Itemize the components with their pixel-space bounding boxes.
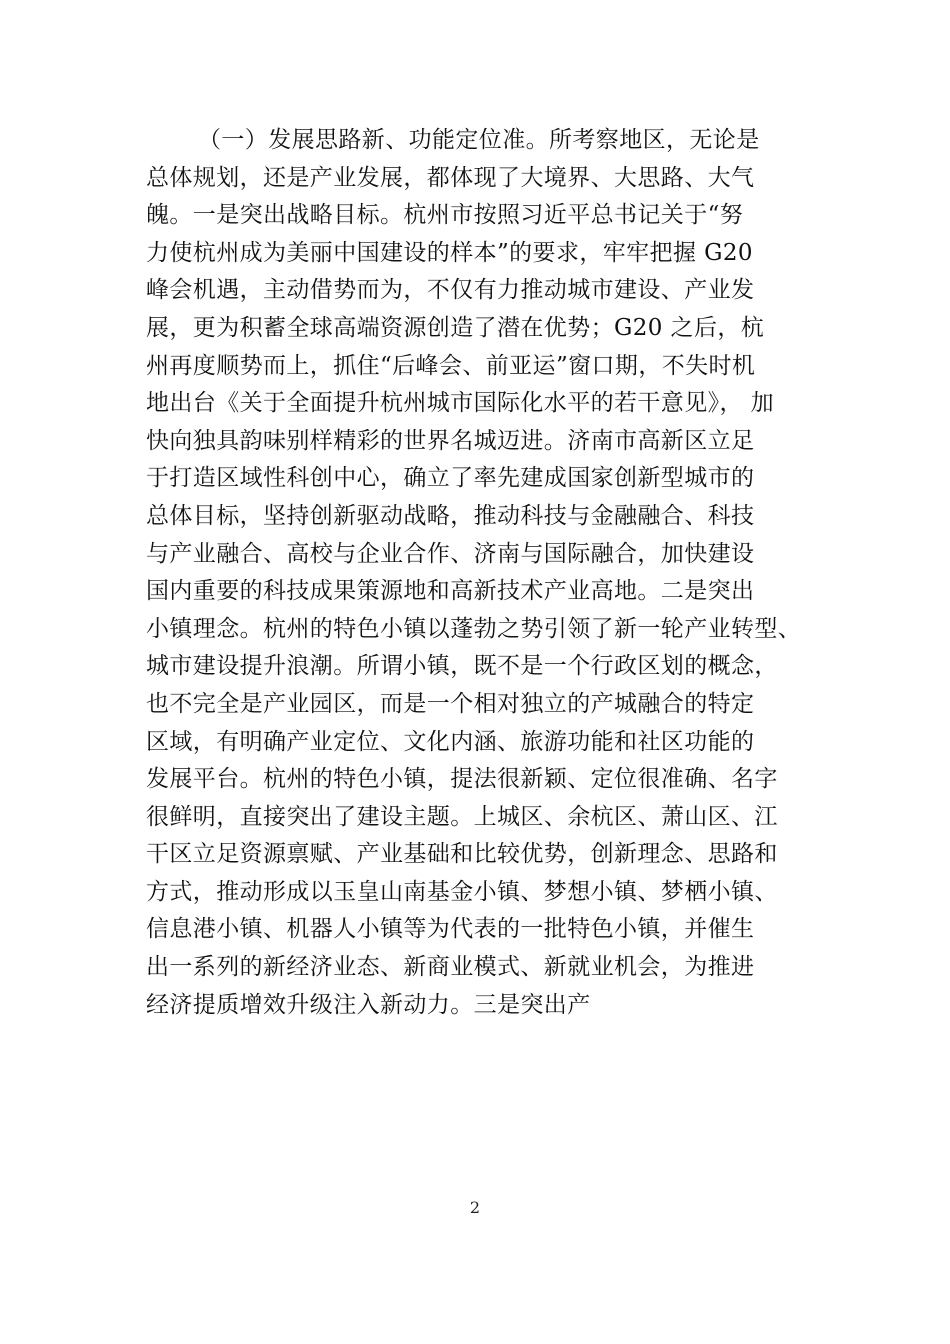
text-line: 很鲜明，直接突出了建设主题。上城区、余杭区、萧山区、江 [146,803,778,830]
text-line: 出一系列的新经济业态、新商业模式、新就业机会，为推进 [146,954,755,981]
text-line: 经济提质增效升级注入新动力。三是突出产 [146,991,591,1018]
text-line: 小镇理念。杭州的特色小镇以蓬勃之势引领了新一轮产业转型、 [146,615,802,642]
text-line: 方式，推动形成以玉皇山南基金小镇、梦想小镇、梦栖小镇、 [146,878,778,905]
text-line: 干区立足资源禀赋、产业基础和比较优势，创新理念、思路和 [146,841,778,868]
text-line: 峰会机遇，主动借势而为，不仅有力推动城市建设、产业发 [146,277,755,304]
text-line: 也不完全是产业园区，而是一个相对独立的产城融合的特定 [146,690,755,717]
page-number: 2 [469,1198,481,1217]
text-line: 于打造区域性科创中心，确立了率先建成国家创新型城市的 [146,465,755,492]
text-line: 国内重要的科技成果策源地和高新技术产业高地。二是突出 [146,578,755,605]
text-line: 与产业融合、高校与企业合作、济南与国际融合，加快建设 [146,540,755,567]
text-line: 发展平台。杭州的特色小镇，提法很新颖、定位很准确、名字 [146,766,778,793]
body-paragraph [146,122,836,1024]
text-line: 州再度顺势而上，抓住“后峰会、前亚运”窗口期，不失时机 [146,352,756,379]
text-line: （一）发展思路新、功能定位准。所考察地区，无论是 [198,127,760,153]
text-line: 总体目标，坚持创新驱动战略，推动科技与金融融合、科技 [146,502,755,529]
text-line: 展，更为积蓄全球高端资源创造了潜在优势；G20 之后，杭 [146,314,765,341]
text-line: 地出台《关于全面提升杭州城市国际化水平的若干意见》， 加 [146,390,775,417]
text-line: 城市建设提升浪潮。所谓小镇，既不是一个行政区划的概念， [146,653,778,680]
text-line: 总体规划，还是产业发展，都体现了大境界、大思路、大气 [146,164,755,191]
text-line: 信息港小镇、机器人小镇等为代表的一批特色小镇，并催生 [146,916,755,943]
text-line: 魄。一是突出战略目标。杭州市按照习近平总书记关于“努 [146,202,744,229]
text-line: 力使杭州成为美丽中国建设的样本”的要求，牢牢把握 G20 [146,239,753,266]
text-line: 区域，有明确产业定位、文化内涵、旅游功能和社区功能的 [146,728,755,755]
text-line: 快向独具韵味别样精彩的世界名城迈进。济南市高新区立足 [146,427,755,454]
